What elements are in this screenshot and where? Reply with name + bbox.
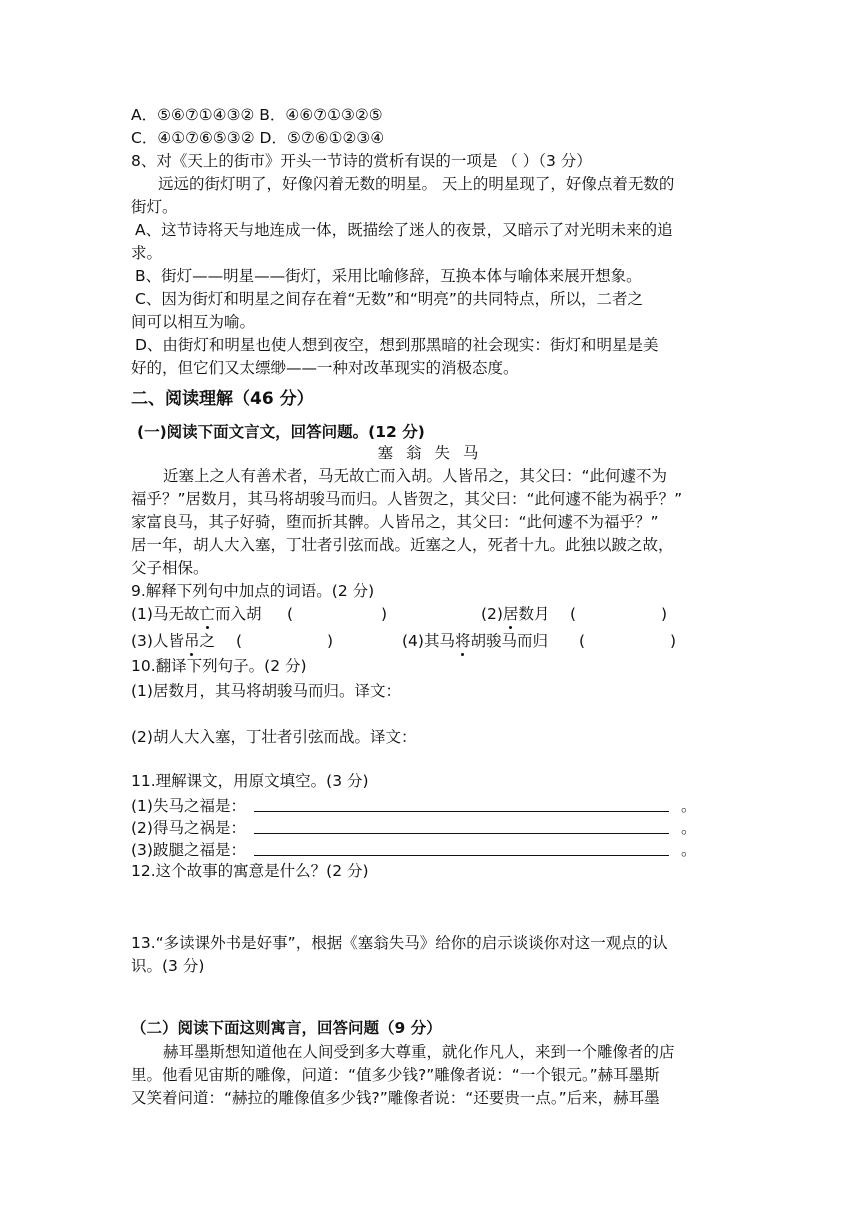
passage-line4: 居一年，胡人大入塞，丁壮者引弦而战。近塞之人，死者十九。此独以跛之故， bbox=[131, 536, 674, 554]
q11-answer-line-3[interactable] bbox=[254, 855, 669, 856]
q11-stem: 11.理解课文，用原文填空。(3 分) bbox=[131, 772, 369, 790]
q8-stem: 8、对《天上的街市》开头一节诗的赏析有误的一项是 （ ）（3 分） bbox=[131, 152, 592, 170]
q8-option-a-line2: 求。 bbox=[131, 244, 163, 262]
passage-line5: 父子相保。 bbox=[131, 559, 209, 577]
part1-heading: (一)阅读下面文言文，回答问题。(12 分) bbox=[137, 423, 425, 441]
q8-poem-line2: 街灯。 bbox=[131, 198, 178, 216]
q9-answer-1-rparen[interactable]: ) bbox=[381, 605, 388, 623]
q9-item-1-post: 而入胡 bbox=[214, 605, 262, 623]
q10-sentence-1: (1)居数月，其马将胡骏马而归。译文： bbox=[131, 682, 401, 700]
passage-line3: 家富良马，其子好骑，堕而折其髀。人皆吊之，其父曰：“此何遽不为福乎？” bbox=[131, 513, 659, 531]
q9-item-2-post: 数月 bbox=[518, 605, 550, 623]
q11-item-1-end: 。 bbox=[681, 797, 697, 815]
passage-title: 塞 翁 失 马 bbox=[377, 444, 483, 462]
q9-item-3-pre: (3)人皆 bbox=[131, 632, 184, 650]
q9-answer-2-rparen[interactable]: ) bbox=[661, 605, 668, 623]
q9-item-1-pre: (1)马无故 bbox=[131, 605, 200, 623]
passage-line2: 福乎？”居数月，其马将胡骏马而归。人皆贺之，其父曰：“此何遽不能为祸乎？” bbox=[131, 490, 683, 508]
q9-item-4-pre: (4)其马 bbox=[402, 632, 455, 650]
q8-option-d-line1: D、由街灯和明星也使人想到夜空，想到那黑暗的社会现实：街灯和明星是美 bbox=[135, 336, 659, 354]
q11-item-1: (1)失马之福是： bbox=[131, 797, 246, 815]
q11-item-2: (2)得马之祸是： bbox=[131, 819, 246, 837]
section2-heading: 二、阅读理解（46 分） bbox=[131, 389, 314, 409]
q11-item-2-end: 。 bbox=[681, 819, 697, 837]
q11-answer-line-2[interactable] bbox=[254, 833, 669, 834]
q9-item-4 bbox=[402, 630, 548, 652]
q9-answer-4-rparen[interactable]: ) bbox=[670, 632, 677, 650]
fable-line3: 又笑着问道：“赫拉的雕像值多少钱?”雕像者说：“还要贵一点。”后来，赫耳墨 bbox=[131, 1089, 660, 1107]
q9-item-1 bbox=[131, 603, 262, 625]
q9-stem: 9.解释下列句中加点的词语。(2 分) bbox=[131, 582, 375, 600]
q11-answer-line-1[interactable] bbox=[254, 811, 669, 812]
q9-item-4-dotted-word: 将 bbox=[454, 632, 471, 650]
fable-line1: 赫耳墨斯想知道他在人间受到多大尊重，就化作凡人，来到一个雕像者的店 bbox=[163, 1043, 675, 1061]
q9-item-2-pre: (2) bbox=[481, 605, 503, 623]
q11-item-3: (3)跛腿之福是： bbox=[131, 841, 246, 859]
q9-item-2 bbox=[481, 603, 550, 625]
q9-item-4-post: 胡骏马而归 bbox=[470, 632, 548, 650]
q8-option-d-line2: 好的，但它们又太缥缈——一种对改革现实的消极态度。 bbox=[131, 359, 519, 377]
q10-sentence-2: (2)胡人大入塞，丁壮者引弦而战。译文： bbox=[131, 728, 417, 746]
q9-answer-3-rparen[interactable]: ) bbox=[327, 632, 334, 650]
q9-answer-1-lparen: ( bbox=[287, 605, 294, 623]
q9-answer-2-lparen: ( bbox=[570, 605, 577, 623]
q9-answer-4-lparen: ( bbox=[579, 632, 586, 650]
q10-stem: 10.翻译下列句子。(2 分) bbox=[131, 657, 307, 675]
q9-item-1-dotted-word: 亡 bbox=[199, 605, 215, 623]
fable-line2: 里。他看见宙斯的雕像，问道：“值多少钱?”雕像者说：“一个银元。”赫耳墨斯 bbox=[131, 1066, 660, 1084]
q8-option-b: B、街灯——明星——街灯，采用比喻修辞，互换本体与喻体来展开想象。 bbox=[135, 267, 642, 285]
q13-stem-line1: 13.“多读课外书是好事”，根据《塞翁失马》给你的启示谈谈你对这一观点的认 bbox=[131, 934, 668, 952]
part2-heading: （二）阅读下面这则寓言，回答问题（9 分） bbox=[131, 1019, 442, 1037]
options-cd: C．④①⑦⑥⑤③② D．⑤⑦⑥①②③④ bbox=[131, 129, 385, 147]
q11-item-3-end: 。 bbox=[681, 841, 697, 859]
q9-item-3 bbox=[131, 630, 215, 652]
q8-option-c-line2: 间可以相互为喻。 bbox=[131, 313, 256, 331]
q8-option-c-line1: C、因为街灯和明星之间存在着“无数”和“明亮”的共同特点，所以，二者之 bbox=[135, 290, 643, 308]
q12-stem: 12.这个故事的寓意是什么？(2 分) bbox=[131, 862, 369, 880]
q8-poem-line1: 远远的街灯明了，好像闪着无数的明星。 天上的明星现了，好像点着无数的 bbox=[158, 175, 675, 193]
q13-stem-line2: 识。(3 分) bbox=[131, 957, 205, 975]
q9-item-3-post: 之 bbox=[199, 632, 215, 650]
options-ab: A．⑤⑥⑦①④③② B．④⑥⑦①③②⑤ bbox=[131, 106, 383, 124]
passage-line1: 近塞上之人有善术者，马无故亡而入胡。人皆吊之，其父曰：“此何遽不为 bbox=[163, 467, 668, 485]
q9-item-3-dotted-word: 吊 bbox=[183, 632, 200, 650]
q8-option-a-line1: A、这节诗将天与地连成一体，既描绘了迷人的夜景，又暗示了对光明未来的追 bbox=[135, 221, 673, 239]
q9-item-2-dotted-word: 居 bbox=[502, 605, 519, 623]
q9-answer-3-lparen: ( bbox=[236, 632, 243, 650]
